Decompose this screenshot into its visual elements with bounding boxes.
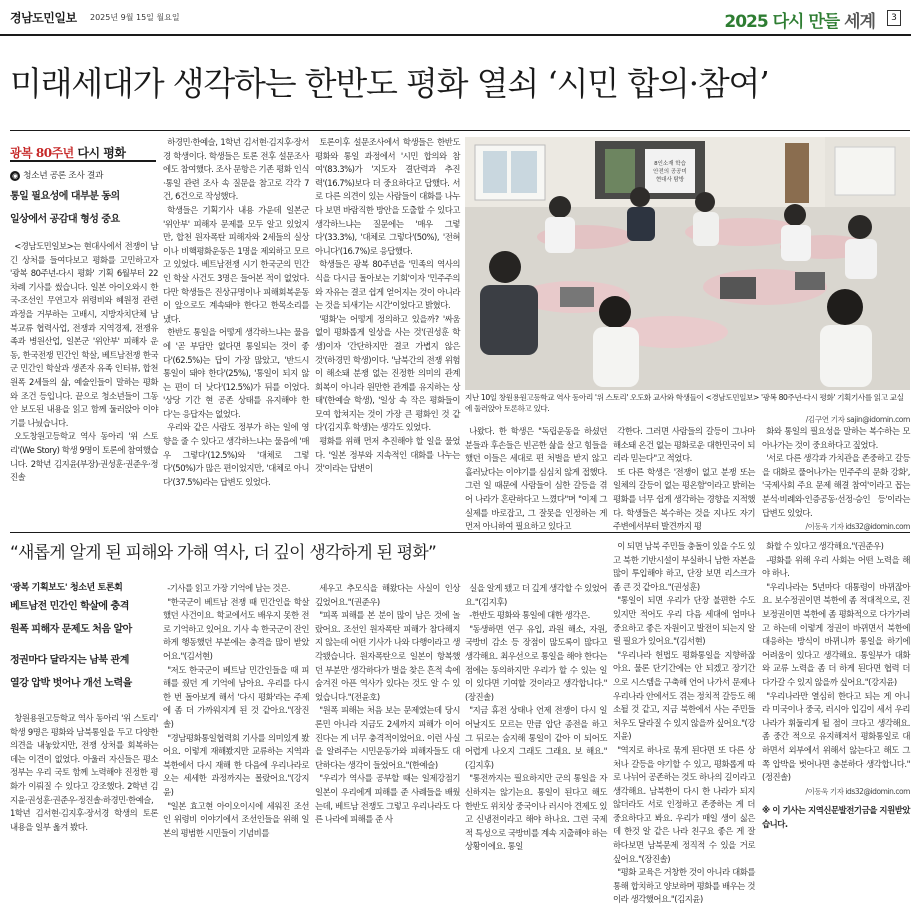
news-photo [465,137,910,390]
paragraph: 세우고 추모식을 해왔다는 사실이 인상 깊었어요."(권준우) [315,583,460,607]
paragraph: "경남평화통일협력회 기사를 의미있게 봤어요. 이렇게 재해봤지만 교류하는 지역과 북한에서 다시 재해 한 다음에 우리나라로 오는 세세한 과정까지는 몰랐어요."(강지윤) [163,732,309,797]
frame-title: 8인소재 학습 [654,161,686,167]
footnote: ※ 이 기사는 지역신문발전기금을 지원받았습니다. [762,805,910,829]
paragraph: 각한다. 그러면 사람들의 갈등이 그나마 해소돼 온건 없는 평화로운 대한민국이 되리라 믿는다"고 적었다. [613,426,755,464]
headline-rule [10,130,910,131]
subheads-top [10,188,158,228]
svg-text:현대사 탐방: 현대사 탐방 [655,177,685,183]
paragraph: 한반도 통일을 어떻게 생각하느냐는 물음에 '곧 부담만 없다면 통일되는 것이 좋다'(62.5%)는 답이 가장 많았고, '반드시 통일이 돼야 한다'(25%), '통일이 되지 않는 편이 더 낫다'(12.5%)가 뒤를 이었다. '상당 기간 현 공존 상태를 유지해야 한다'는 응답자는 없었다. [163,327,309,419]
paragraph: "우리나라 헌법도 평화통일을 지향하잖아요. 물론 단기간에는 안 되겠고 장기간으로 시스템을 구축해 언어 나가서 문제나 우리나라 안에서도 겪는 정치적 갈등도 해소될 것 같고, 지금 북한에서 사는 주민들 처우도 달라질 수 있지 않을까 싶어요."(강지윤) [613,649,755,742]
article-column [613,425,755,530]
paragraph: 우리와 같은 사람도 정부가 하는 일에 영향을 줄 수 있다고 생각하느냐는 물음에 '매우 그렇다'(12.5%)와 '대체로 그렇다'(50%)가 많은 편이었지만, '대체로 아니다'(37.5%)라는 답변도 있었다. [163,422,309,487]
column-body [762,540,910,785]
paragraph: 창원용원고등학교 역사 동아리 '위 스토리' 학생 9명은 평화와 남북통일을 두고 다양한 의견을 내놓았지만, 전쟁 상처를 회복하는 데는 이견이 없었다. 아울러 자신들은 평소 정부는 우리 국토 함께 노력해야 진정한 평화가 이뤄질 수 있다고 강조했다. 2학년 김지윤·권성훈·권준우·정진솔·하경민·한예슬, 1학년 김서현·김지후·장서경 학생의 토론 내용을 일부 옮겨 봤다. [10,713,158,832]
byline: /이동욱 기자 ids32@idomin.com [805,522,910,532]
paragraph: -한반도 평화와 통일에 대한 생각은. [469,610,590,621]
article-column [163,582,309,842]
byline: /이동욱 기자 ids32@idomin.com [805,786,910,796]
article-column [315,582,460,842]
kicker-red: 광복 80주년 [10,146,74,160]
photo-caption [465,392,910,425]
paragraph: 화와 통일의 필요성을 말하는 복수하는 모아나가는 것이 중요하다고 짚었다. [762,426,910,450]
paragraph: '평화'는 어떻게 정의하고 있을까? '싸움 없이 평화롭게 일상을 사는 것'(권성훈 학생)이자 '간단하지만 결코 가볍지 않은 것'(하경민 학생)이다. '남북간의 전쟁 위험이 해소돼 분쟁 없는 진정한 의미의 관계 회복이 아니라 원만한 관계를 유지하는 상태'(한예슬 학생), '일상 속 작은 평화들이 모여 합쳐지는 것이 가장 큰 평화인 것 같다'(김지후 학생)는 생각도 있었다. [315,313,460,433]
article-column [10,240,158,530]
paragraph: '서로 다른 생각과 가치관을 존중하고 갈등을 대화로 풀어나가는 민주주의 문화 강화', '국제사회 주요 문제 해결 참여'이라고 꼽는 분석·비례와·인증공동·선정·승인 등'이라는 답변도 있었다. [762,453,910,518]
paragraph: "지금 휴전 상태나 언제 전쟁이 다시 일어날지도 모르는 만큼 압단 종전을 하고 그 뒤로는 숨지해 통일이 같아 이 되어도 어렵게 나오지 그래도 그래요. 보 해요."(김지후) [465,705,607,770]
paragraph: 화할 수 있다고 생각해요."(권준우) [766,541,884,551]
sub-label [10,168,103,181]
article-column [465,425,607,530]
main-headline: 미래세대가 생각하는 한반도 평화 열쇠 ‘시민 합의·참여’ [10,64,769,103]
svg-text:안전의 공공미: 안전의 공공미 [653,169,687,175]
sub-label-text: 청소년 공론 조사 결과 [23,171,104,181]
article-column [613,540,755,905]
issue-date: 2025년 9월 15일 월요일 [90,13,180,22]
caption-text: 지난 10일 창원용원고등학교 역사 동아리 '위 스토리' 오도화 교사와 학생들이 <경남도민일보> '광복 80주년-다시 평화' 기획기사를 읽고 교실에 둘러앉아 토론하고 있다. [465,393,904,413]
paragraph: -평화를 위해 우리 사회는 어떤 노력을 해야 하나. [762,554,910,579]
paper-name: 경남도민일보 [10,11,77,25]
paragraph: 학생들은 광복 80주년을 '민족의 역사의식을 다시금 돌아보는 기회'이자 '민주주의와 자유는 결코 쉽게 얻어지는 것이 아니라는 것을 되새기는 시간'이었다고 밝혔다. [315,259,460,311]
paragraph: "우리나라만 열심히 한다고 되는 게 아니라 미국이나 중국, 러시아 입김이 세서 우리나라가 휘둘리게 될 점이 크다고 생각해요. 좀 중간 적으로 유지해져서 평화통일로 대하면서 외부에서 위해서 않는다고 해도 그쪽 압박을 벗어나면 충분하다 생각합니다."(정진솔) [762,690,910,783]
numbered-circle-icon: ◉ [10,171,20,181]
paragraph: "통전까지는 필요하지만 군의 통일을 자신하지는 않기는요. 통일이 된다고 해도 한반도 위치상 중국이나 러시아 견제도 있고 신냉전이라고 해야 하나요. 그런 국제적 특성으로 국방비를 계속 지출해야 하는 상황이에요. 통일 [465,773,607,852]
paragraph: 이 되면 남북 주민들 충돌이 있을 수도 있고 북한 기반시설이 부실하니 남한 자본을 많이 투입해야 하고, 단장 보면 리스크가 좀 큰 것 같아요."(권성훈) [613,541,755,592]
paragraph: 평화를 위해 먼저 추진해야 할 일을 물었다. '일본 정부와 지속적인 대화를 나누는 것'이라는 답변이 [315,436,460,474]
article-column [465,582,607,852]
paragraph: 학생들은 기획기사 내용 가운데 일본군 '위안부' 피해자 문제를 모두 알고 있었지만, 합천 원자폭탄 피해자와 2세들의 실상이나 비핵평화운동은 1명을 제외하고 모르고 있었다. 베트남전쟁 시기 한국군의 민간인 학살 사건도 3명은 들어본 적이 없었다. 다만 학생들은 진상규명이나 피해회복운동이 앞으로도 계속돼야 한다고 한목소리를 냈다. [163,204,309,324]
paragraph: 나왔다. 한 학생은 "독립운동을 하셨던 분들과 후손들은 빈곤한 삶을 살고 힘들을 했던 이들은 세대로 편 처벌을 받지 않고 흘러났다는 이야기를 심심치 않게 접했다. 그런 일 때문에 사람들이 심한 갈등을 겪어 나라가 혼란하다고 느꼈다"며 "이제 그 실제를 바로잡고, 그 잘못을 인정하는 게 먼저 아니하여 필요하고 있다고 [465,426,607,532]
paragraph: "통일이 되면 우리가 단장 불편한 수도 있지만 적어도 우리 다음 세대에 엄마나 중요하고 좋은 자원이고 발전이 되는지 알릴 필요가 있어요."(김서현) [613,595,755,647]
subheads-bottom [10,598,158,692]
subhead: 원폭 피해자 문제도 처음 알아 [10,624,132,635]
series-part-a: 다시 만들 [772,12,840,32]
paragraph: 오도창원고등학교 역사 동아리 '위 스토리'(We Story) 학생 9명이 토론에 참여했습니다. 2학년 김지윤(부장)·권성훈·권준우·정진솔 [10,431,158,483]
secondary-kicker: '광복 기획보도' 청소년 토론회 [10,583,123,593]
article-column [10,712,158,842]
subhead: 일상에서 공감대 형성 중요 [10,214,120,225]
classroom-photo [465,137,910,390]
paragraph: "저도 한국군이 베트남 민간인들을 때 피해를 줬던 게 기억에 남아요. 우리를 다시 한 번 돌아보게 해서 '다시 평화'라는 주제에 좀 더 가까워지게 된 것 같아요."(장진솔) [163,664,309,729]
paragraph: 또 다른 학생은 '전쟁이 없고 분쟁 또는 일체의 갈등이 없는 평온함'이라고 밝히는 평화를 너무 쉽게 생각하는 경향을 지적했다. 학생들은 복수하는 것을 지나도 자기 주변에서부터 발견까지 평 [613,466,755,532]
series-logo [724,7,875,32]
paragraph: "피폭 피해를 본 분이 많이 남은 것에 놀랐어요. 조선인 원자폭탄 피해가 참다해지지 않는데 어떤 기사가 나와 다행이라고 생각됐습니다. 원자폭탄으로 일본이 항복했던 부분만 생각하다가 벌을 찾은 흔적 속에 숨겨진 아픈 역사가 있다는 것도 알 수 있었습니다."(전윤호) [315,610,460,702]
paragraph: 토론이후 설문조사에서 학생들은 한반도 평화와 통일 과정에서 '시민 합의와 참여'(83.3%)가 '지도자 결단력과 추진력'(16.7%)보다 더 중요하다고 답했다. 서로 다른 의견이 있는 사람들이 대화를 나누다 보면 바람직한 방안을 도출할 수 있다고 생각하느냐는 질문에는 '매우 그렇다'(33.3%), '대체로 그렇다'(50%), '전혀 아니다'(16.7%)로 응답했다. [315,137,460,256]
kicker-black: 다시 평화 [77,146,126,160]
subhead: 통일 필요성에 대부분 동의 [10,191,120,202]
subhead: 정권마다 달라지는 남북 관계 [10,655,129,666]
article-column [315,136,460,530]
paragraph: <경남도민일보>는 현대사에서 전쟁이 남긴 상처를 들여다보고 평화를 고민하고자 '광복 80주년-다시 평화' 기획 6월부터 22차례 기사를 썼습니다. 일본 아이오와시 한국-조선인 무연고자 위령비와 혜원정 관련 과정을 거부하는 고배시, 지방자치단체 남북교류 협력사업, 전쟁과 지역경제, 전쟁유족과 병원산업, 일본군 '위안부' 피해자 운동, 한국전쟁 민간인 학살, 베트남전쟁 한국군 민간인 학살과 생존자 유족 인터뷰, 합천 원폭 2세들의 삶, 예술인들이 말하는 평화와 조건 등입니다. 끝으로 청소년들이 그동안 보도된 내용을 읽고 함께 둘러앉아 이야기를 나눴습니다. [10,241,158,428]
series-year: 2025 [724,12,768,32]
paragraph: "우리나라는 5년마다 대통령이 바뀌잖아요. 보수정권이면 북한에 좀 적대적으로, 진보정권이면 북한에 좀 평화적으로 다가가려고 하는데 이렇게 정권이 바뀌면서 북한에 대응하는 방식이 바뀌니까 통일을 하기에 어려움이 있다고 생각해요. 통일부가 대화와 교류 노력을 좀 더 하게 된다면 협력 더 다가갈 수 있지 않을까 싶어요."(강지윤) [762,581,910,687]
masthead [0,0,911,36]
article-column [762,540,910,842]
series-kicker [10,144,125,161]
photo-credit: /김구연 기자 sajin@idomin.com [805,415,910,424]
subhead: 베트남전 민간인 학살에 충격 [10,601,129,612]
paragraph: "한국군이 베트남 전쟁 때 민간인을 학살했던 사건이요. 학교에서도 배우지 못한 전로 기억하고 있어요. 기사 속 한국군이 잔인하게 행동했던 부분에는 충격을 많이 받았어요."(김서현) [163,596,309,661]
paragraph: "원폭 피해는 처음 보는 문제였는데 당시 론민 아니라 지금도 2세까지 피해가 이어진다는 게 너무 충격적이었어요. 이런 사실을 알려주는 시민운동가와 피해자들도 대단하다는 생각이 들었어요."(한예슬) [315,705,460,770]
article-column [163,136,309,530]
paragraph: "우리가 역사를 공부할 때는 일제강점기 일본이 우리에게 피해를 준 사례들을 배웠는데, 베트남 전쟁도 그렇고 우리나라도 다른 나라에 피해를 준 사 [315,773,460,825]
paragraph: "일본 효고현 아이오이시에 세워진 조선인 위령비 이야기에서 조선인들을 위해 일본의 평범한 시민들이 기념비를 [163,800,309,838]
article-column [762,425,910,530]
column-body [762,425,910,520]
paragraph: "동생하면 연구 유입, 과원 해소, 자원, 국방비 감소 등 장점이 많도록이 많다고 생각해요. 최우선으로 통일을 해야 한다는 점에는 동의하지만 우리가 할 수 있는 일이 있다면 기여할 것이라고 생각합니다."(장진솔) [465,623,607,702]
paragraph: -기사를 읽고 가장 기억에 남는 것은. [167,583,290,593]
section-rule [10,532,910,533]
paragraph: 하경민·한예슬, 1학년 김서현·김지후·장서경 학생이다. 학생들은 토론 전후 설문조사에도 참여했다. 조사 문항은 기존 평화 인식·통일 관련 조사 속 질문을 참고로 각각 7건, 6건으로 작성했다. [163,137,309,202]
paragraph: "역지로 하나로 묶게 된다면 또 다른 상처나 갈등을 야기할 수 있고, 평화롭게 따로 나뉘어 공존하는 것도 하나의 길이라고 생각해요. 남북한이 다시 한 나라가 되지 않더라도 서로 인정하고 존중하는 게 더 중요하다고 봐요. 우리가 매일 생이 싫은데 한것 알 같은 나라 친구요 좋은 게 잘 하다보면 남북문제 정직적 수 있을 거로 싶어요."(장진솔) [613,744,755,864]
secondary-headline: “새롭게 알게 된 피해와 가해 역사, 더 깊이 생각하게 된 평화” [10,543,436,563]
page-number: 3 [887,10,901,26]
paragraph: "평화 교육은 거창한 것이 아니라 대화를 통해 합치하고 양보하며 평화를 배우는 것 이라 생각했어요."(김지윤) [613,867,755,905]
paragraph: 실을 알게 됐고 더 깊게 생각할 수 있었어요."(김지후) [465,583,607,607]
kicker-bar [10,160,156,162]
subhead: 열강 압박 벗어나 개선 노력을 [10,678,132,689]
series-part-b: 세계 [844,12,875,32]
